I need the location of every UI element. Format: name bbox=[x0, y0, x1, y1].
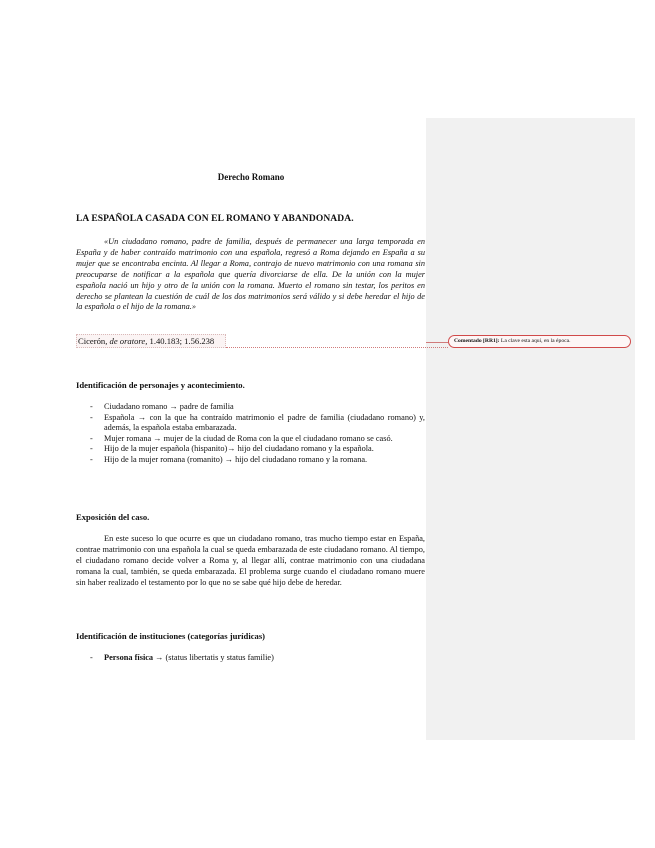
exposicion-paragraph: En este suceso lo que ocurre es que un ciudadano romano, tras mucho tiempo estar en España, contrae matrimonio con una española la cual se queda embarazada de este ciudadano romano. Al tiempo, el ciudadano romano decide volver a Roma y, al llegar allí, contrae matrimonio con una ciudadana romana la cual, también, se queda embarazada. El problema surge cuando el ciudadano romano muere sin haber realizado el testamento por lo que no se sabe qué hijo debe de heredar. bbox=[76, 534, 425, 587]
citation-commented[interactable] bbox=[76, 334, 226, 348]
list-item: - Hijo de la mujer romana (romanito) → hijo del ciudadano romano y la romana. bbox=[90, 454, 368, 464]
list-bullet: - bbox=[90, 454, 93, 464]
citation-reference: 1.40.183; 1.56.238 bbox=[147, 336, 215, 346]
personajes-list bbox=[76, 402, 425, 466]
list-bullet: - bbox=[90, 433, 93, 443]
list-item: - Persona física → (status libertatis y status familie) bbox=[90, 653, 274, 662]
case-quote: «Un ciudadano romano, padre de familia, después de permanecer una larga temporada en España y de haber contraído matrimonio con una española, regresó a Roma dejando en España a su mujer que se encontraba encinta. Al llegar a Roma, contrajo de nuevo matrimonio con una romana sin preocuparse de notificar a la española que quería divorciarse de ella. De la unión con la mujer española nació un hijo y otro de la unión con la romana. Muerto el romano sin testar, los peritos en derecho se plantean la cuestión de cuál de los dos matrimonios será válido y si debe heredar el hijo de la española o el hijo de la romana.» bbox=[76, 237, 425, 312]
list-item: - Mujer romana → mujer de la ciudad de Roma con la que el ciudadano romano se casó. bbox=[90, 433, 393, 443]
case-title: LA ESPAÑOLA CASADA CON EL ROMANO Y ABANDONADA. bbox=[76, 214, 354, 224]
list-item: - Ciudadano romano → padre de familia bbox=[90, 402, 234, 411]
list-bullet: - bbox=[90, 412, 93, 422]
list-bullet: - bbox=[90, 402, 93, 411]
instituciones-list bbox=[76, 653, 425, 664]
document-subject-title: Derecho Romano bbox=[217, 172, 285, 182]
comment-anchor-line bbox=[226, 347, 448, 348]
section-heading-personajes: Identificación de personajes y acontecimiento. bbox=[76, 380, 245, 390]
term-bold: Persona física bbox=[104, 653, 154, 662]
citation-author: Cicerón, bbox=[78, 336, 110, 346]
comments-margin-pane bbox=[426, 118, 635, 740]
list-item: - Española → con la que ha contraído matrimonio el padre de familia (ciudadano romano) y, además, la española estaba embarazada. bbox=[90, 412, 425, 433]
comment-connector-line bbox=[426, 342, 448, 343]
comment-text: La clave esta aquí, en la época. bbox=[499, 338, 571, 344]
citation-work: de oratore, bbox=[109, 336, 148, 346]
comment-balloon[interactable] bbox=[448, 335, 631, 348]
list-bullet: - bbox=[90, 444, 93, 454]
list-item: - Hijo de la mujer española (hispanito)→ hijo del ciudadano romano y la española. bbox=[90, 444, 374, 454]
section-heading-instituciones: Identificación de instituciones (categorías jurídicas) bbox=[76, 631, 266, 641]
section-heading-exposicion: Exposición del caso. bbox=[76, 512, 150, 522]
comment-author: Comentado [RR1]: bbox=[454, 338, 500, 344]
list-bullet: - bbox=[90, 653, 93, 662]
